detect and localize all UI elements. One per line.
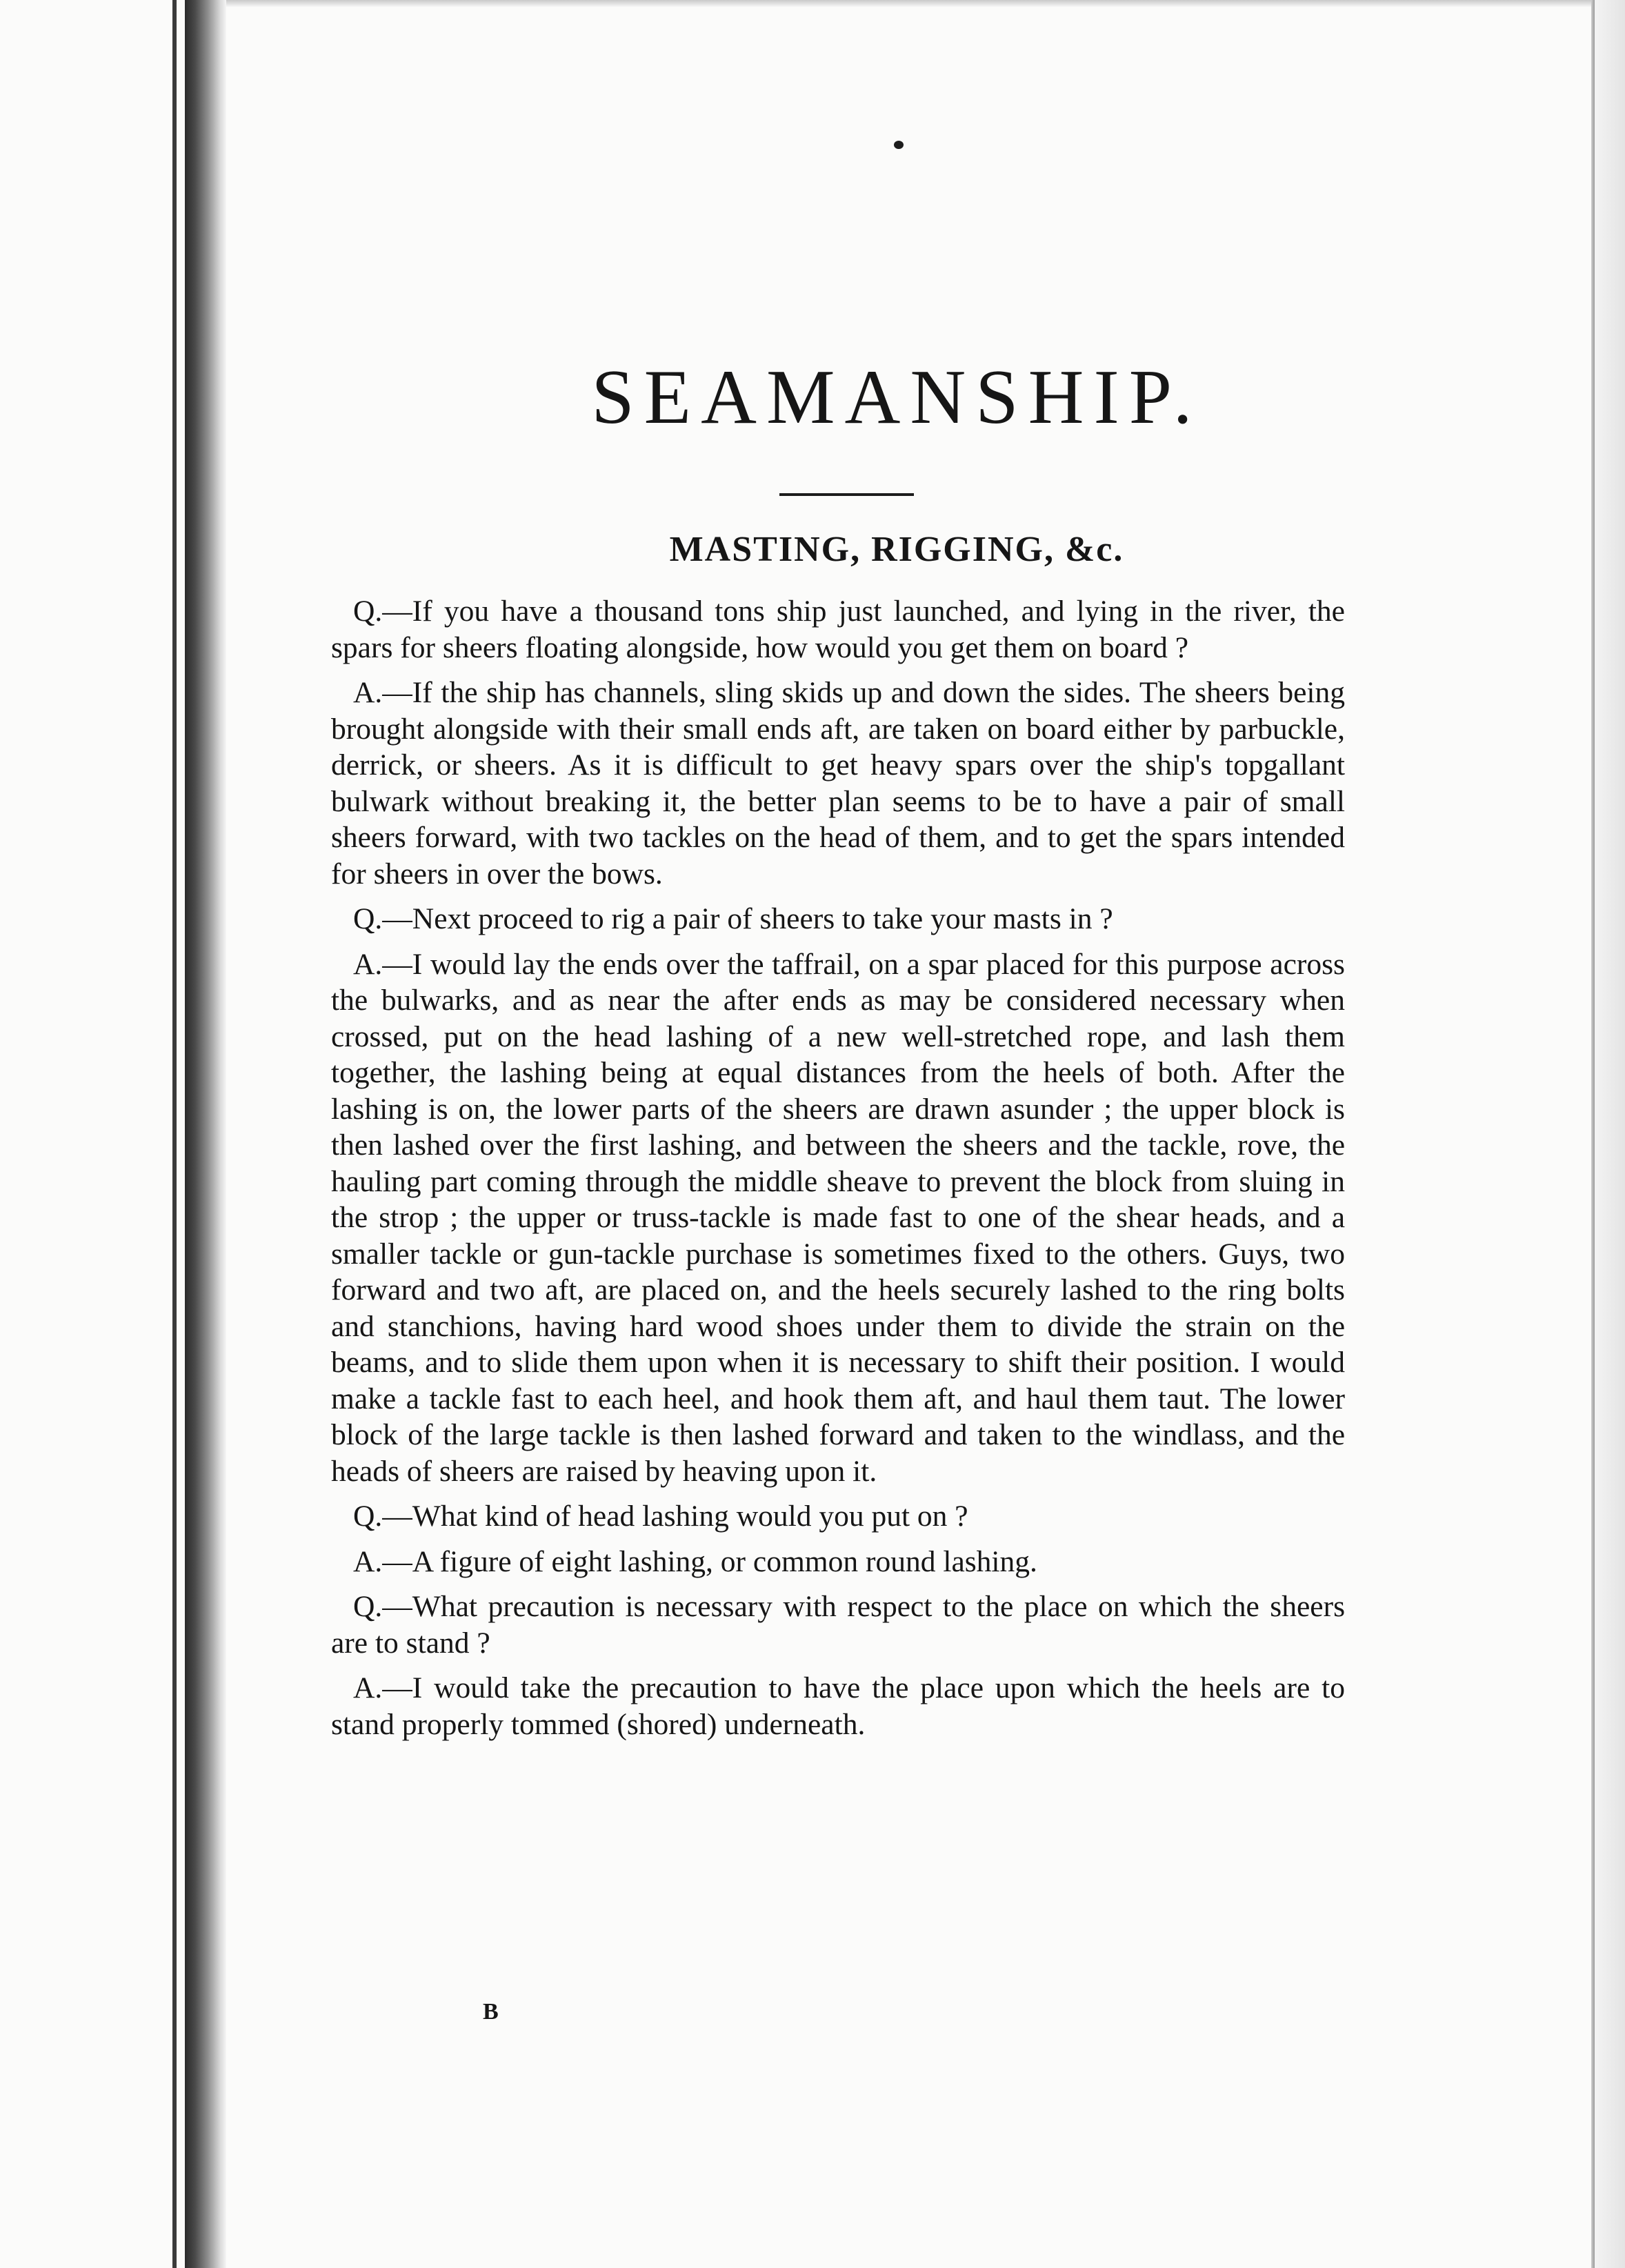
page-edge-right xyxy=(1591,0,1595,2268)
section-heading: MASTING, RIGGING, &c. xyxy=(669,530,1124,569)
answer-paragraph: A.—I would take the precaution to have the place upon which the heels are to stand properly tommed (shored) underneath. xyxy=(331,1671,1345,1741)
question-paragraph: Q.—Next proceed to rig a pair of sheers to take your masts in ? xyxy=(353,902,1113,935)
page-edge-outer xyxy=(1595,0,1625,2268)
answer-paragraph: A.—If the ship has channels, sling skids up and down the sides. The sheers being brought alongside with their small ends aft, are taken on board either by parbuckle, derrick, or sheers. As it is difficult to get heavy spars over the ship's topgallant bulwark without breaking it, the better plan seems to be to have a pair of small sheers forward, with two tackles on the head of them, and to get the spars intended for sheers in over the bows. xyxy=(331,676,1345,891)
question-paragraph: Q.—What kind of head lashing would you put on ? xyxy=(353,1500,968,1533)
question-paragraph: Q.—What precaution is necessary with respect to the place on which the sheers are to stand ? xyxy=(331,1590,1345,1660)
signature-mark: B xyxy=(483,1999,499,2025)
ink-dot-mark xyxy=(894,141,904,149)
answer-paragraph: A.—I would lay the ends over the taffrail, on a spar placed for this purpose across the bulwarks, and as near the after ends as may be considered necessary when crossed, put on the head lashing of a new well-stretched rope, and lash them together, the lashing being at equal distances from the heels of both. After the lashing is on, the lower parts of the sheers are drawn asunder ; the upper block is then lashed over the first lashing, and between the sheers and the tackle, rove, the hauling part coming through the middle sheave to prevent the block from sluing in the strop ; the upper or truss-tackle is made fast to one of the shear heads, and a smaller tackle or gun-tackle purchase is sometimes fixed to the others. Guys, two forward and two aft, are placed on, and the heels securely lashed to the ring bolts and stanchions, having hard wood shoes under them to divide the strain on the beams, and to slide them upon when it is necessary to shift their position. I would make a tackle fast to each heel, and hook them aft, and haul them taut. The lower block of the large tackle is then lashed forward and taken to the windlass, and the heads of sheers are raised by heaving upon it. xyxy=(331,947,1345,1488)
page-top-edge xyxy=(226,0,1591,7)
question-paragraph: Q.—If you have a thousand tons ship just launched, and lying in the river, the spars for sheers floating alongside, how would you get them on board ? xyxy=(331,595,1345,664)
binding-gutter-line xyxy=(172,0,177,2268)
body-text xyxy=(331,593,1345,1751)
binding-gutter-shadow xyxy=(185,0,226,2268)
answer-paragraph: A.—A figure of eight lashing, or common round lashing. xyxy=(353,1544,1037,1578)
title-rule xyxy=(779,493,914,496)
page-title: SEAMANSHIP. xyxy=(591,355,1202,440)
